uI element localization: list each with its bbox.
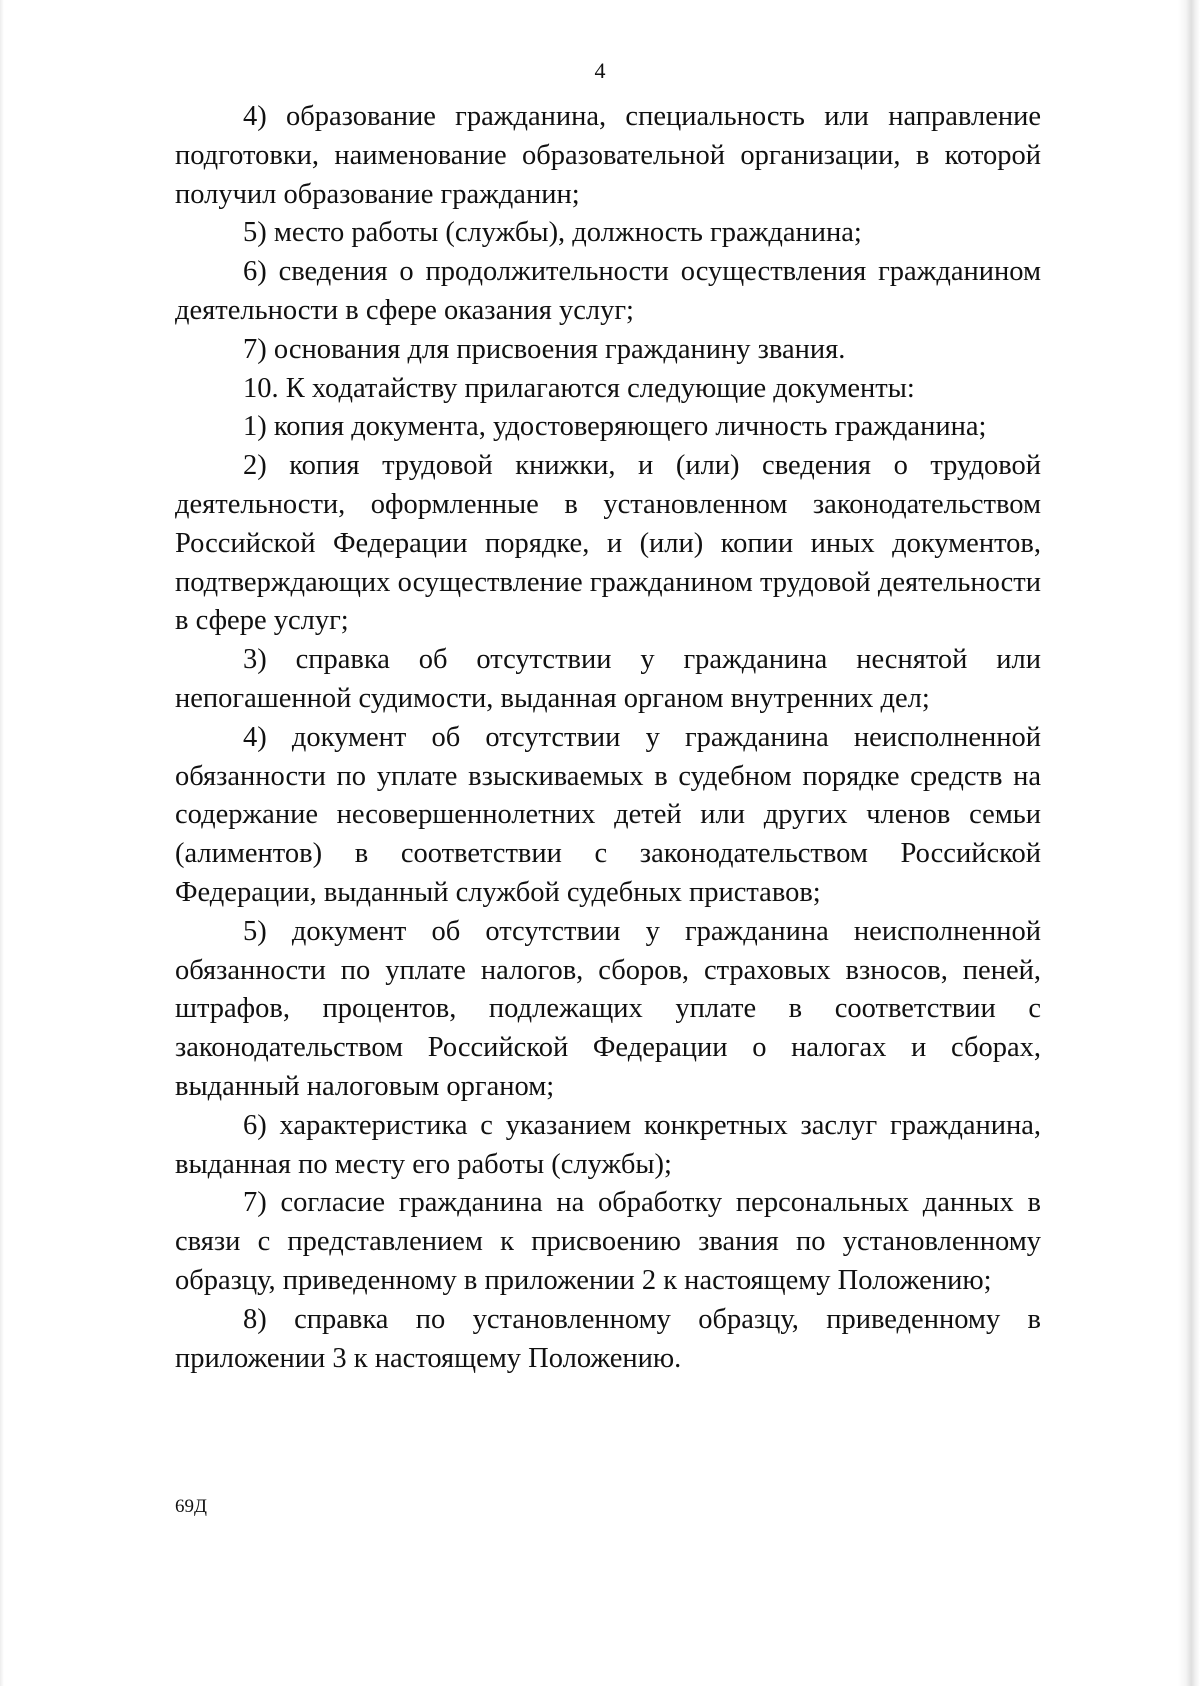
paragraph-item-6-duration: 6) сведения о продолжительности осуществления гражданином деятельности в сфере оказания услуг; xyxy=(175,256,1041,326)
page-number: 4 xyxy=(594,58,606,83)
paragraph-doc-6-reference: 6) характеристика с указанием конкретных заслуг гражданина, выданная по месту его работы (службы); xyxy=(175,1109,1041,1180)
footer-code: 69Д xyxy=(175,1496,207,1517)
paragraph-clause-10: 10. К ходатайству прилагаются следующие документы: xyxy=(243,372,915,404)
paragraph-doc-8-certificate: 8) справка по установленному образцу, приведенному в приложении 3 к настоящему Положению. xyxy=(175,1303,1041,1374)
scan-edge-left xyxy=(0,0,4,1686)
document-body xyxy=(175,98,1041,1378)
paragraph-doc-5-taxes: 5) документ об отсутствии у гражданина неисполненной обязанности по уплате налогов, сборов, страховых взносов, пеней, штрафов, процентов, подлежащих уплате в соответствии с законодательством Российской Федерации о налогах и сборах, выданный налоговым органом; xyxy=(175,915,1041,1102)
paragraph-item-4-education: 4) образование гражданина, специальность или направление подготовки, наименование образовательной организации, в которой получил образование гражданин; xyxy=(175,101,1041,210)
paragraph-doc-2-employment-record: 2) копия трудовой книжки, и (или) сведения о трудовой деятельности, оформленные в установленном законодательством Российской Федерации порядке, и (или) копии иных документов, подтверждающих осуществление гражданином трудовой деятельности в сфере услуг; xyxy=(175,450,1041,637)
paragraph-doc-1-id-copy: 1) копия документа, удостоверяющего личность гражданина; xyxy=(243,411,987,443)
paragraph-doc-4-alimony: 4) документ об отсутствии у гражданина неисполненной обязанности по уплате взыскиваемых в судебном порядке средств на содержание несовершеннолетних детей или других членов семьи (алиментов) в соответствии с законодательством Российской Федерации, выданный службой судебных приставов; xyxy=(175,721,1041,908)
scan-edge-right xyxy=(1178,0,1200,1686)
paragraph-doc-7-consent: 7) согласие гражданина на обработку персональных данных в связи с представлением к присвоению звания по установленному образцу, приведенному в приложении 2 к настоящему Положению; xyxy=(175,1187,1041,1296)
paragraph-item-5-workplace: 5) место работы (службы), должность гражданина; xyxy=(243,217,862,249)
paragraph-doc-3-criminal-record: 3) справка об отсутствии у гражданина неснятой или непогашенной судимости, выданная органом внутренних дел; xyxy=(175,644,1041,714)
paragraph-item-7-grounds: 7) основания для присвоения гражданину звания. xyxy=(243,333,846,365)
